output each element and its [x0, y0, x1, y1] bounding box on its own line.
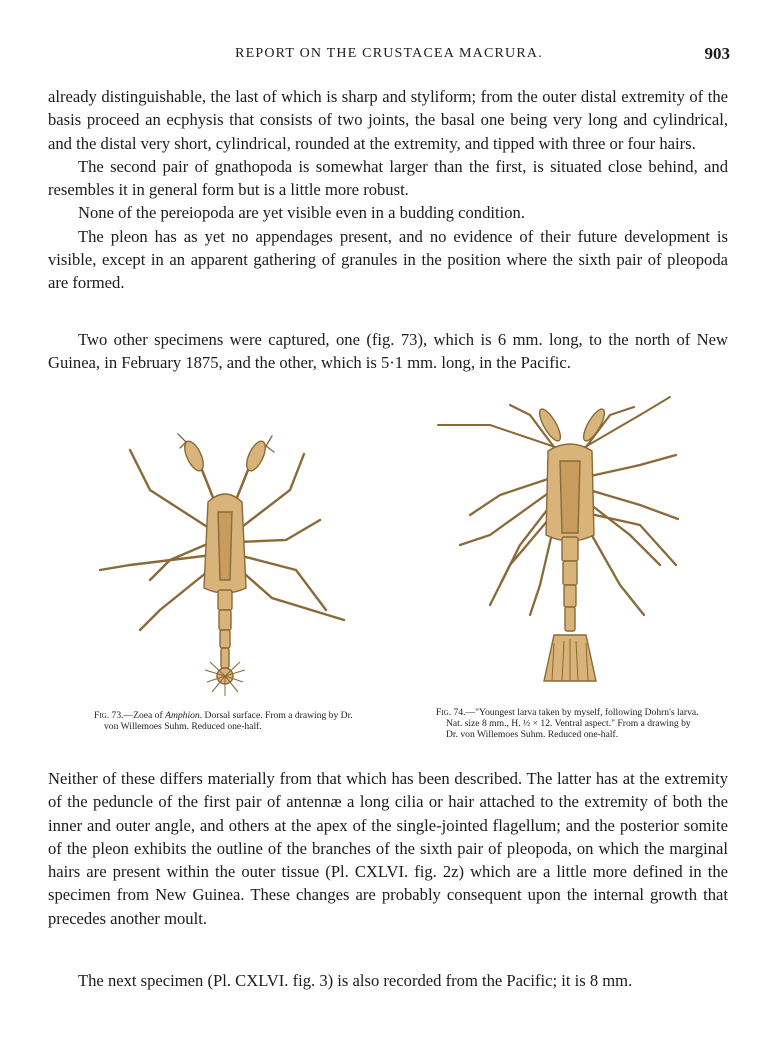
- page-header: [48, 46, 730, 68]
- paragraph-3: None of the pereiopoda are yet visible even in a budding condition.: [78, 203, 525, 223]
- paragraph-4: The pleon has as yet no appendages present, and no evidence of their future development is visible, except in an apparent gathering of granules in the position where the sixth pair of pleopoda are formed.: [48, 226, 728, 293]
- text-block-comparison: [48, 767, 728, 930]
- page-number: 903: [704, 44, 730, 63]
- figure-73-zoea-illustration: [90, 420, 360, 710]
- figure-74-caption: [436, 707, 702, 740]
- figure-74-caption-text: —"Youngest larva taken by myself, following Dohrn's larva. Nat. size 8 mm., H. ½ × 12. Ventral aspect." From a drawing by Dr. von Willemoes Suhm. Reduced one-half.: [446, 707, 699, 740]
- paragraph-2: The second pair of gnathopoda is somewhat larger than the first, is situated close behind, and resembles it in general form but is a little more robust.: [48, 156, 728, 200]
- paragraph-5: Two other specimens were captured, one (fig. 73), which is 6 mm. long, to the north of New Guinea, in February 1875, and the other, which is 5·1 mm. long, in the Pacific.: [48, 330, 728, 373]
- figure-73-label: Fig. 73.: [94, 710, 124, 721]
- text-block-top: [48, 85, 728, 295]
- paragraph-7: The next specimen (Pl. CXLVI. fig. 3) is also recorded from the Pacific; it is 8 mm.: [78, 971, 633, 990]
- figure-74-label: Fig. 74.: [436, 707, 466, 718]
- figure-73-caption: [94, 710, 360, 732]
- text-block-specimens: [48, 328, 728, 375]
- paragraph-1: already distinguishable, the last of which is sharp and styliform; from the outer distal extremity of the basis proceed an ecphysis that consists of two joints, the basal one being very long and cylindrical, and the distal very short, cylindrical, rounded at the extremity, and tipped with three or four hairs.: [48, 87, 728, 153]
- figure-73-caption-a: —Zoea of: [123, 710, 166, 721]
- running-title: REPORT ON THE CRUSTACEA MACRURA.: [235, 46, 543, 61]
- figure-73-genus: Amphion: [165, 710, 200, 721]
- text-block-next-specimen: [48, 969, 728, 992]
- paragraph-6: Neither of these differs materially from that which has been described. The latter has at the extremity of the peduncle of the first pair of antennæ a long cilia or hair attached to the extremity of both the inner and outer angle, and others at the apex of the single-jointed flagellum; and the posterior somite of the pleon exhibits the outline of the branches of the sixth pair of pleopoda, on which the marginal hairs are present within the outer tissue (Pl. CXLVI. fig. 2z) which are a little more defined in the specimen from New Guinea. These changes are probably consequent upon the internal growth that precedes another moult.: [48, 769, 728, 928]
- figure-74-larva-illustration: [430, 385, 720, 710]
- figure-73-caption-b: . Dorsal surface. From a drawing by Dr. von Willemoes Suhm. Reduced one-half.: [104, 710, 353, 732]
